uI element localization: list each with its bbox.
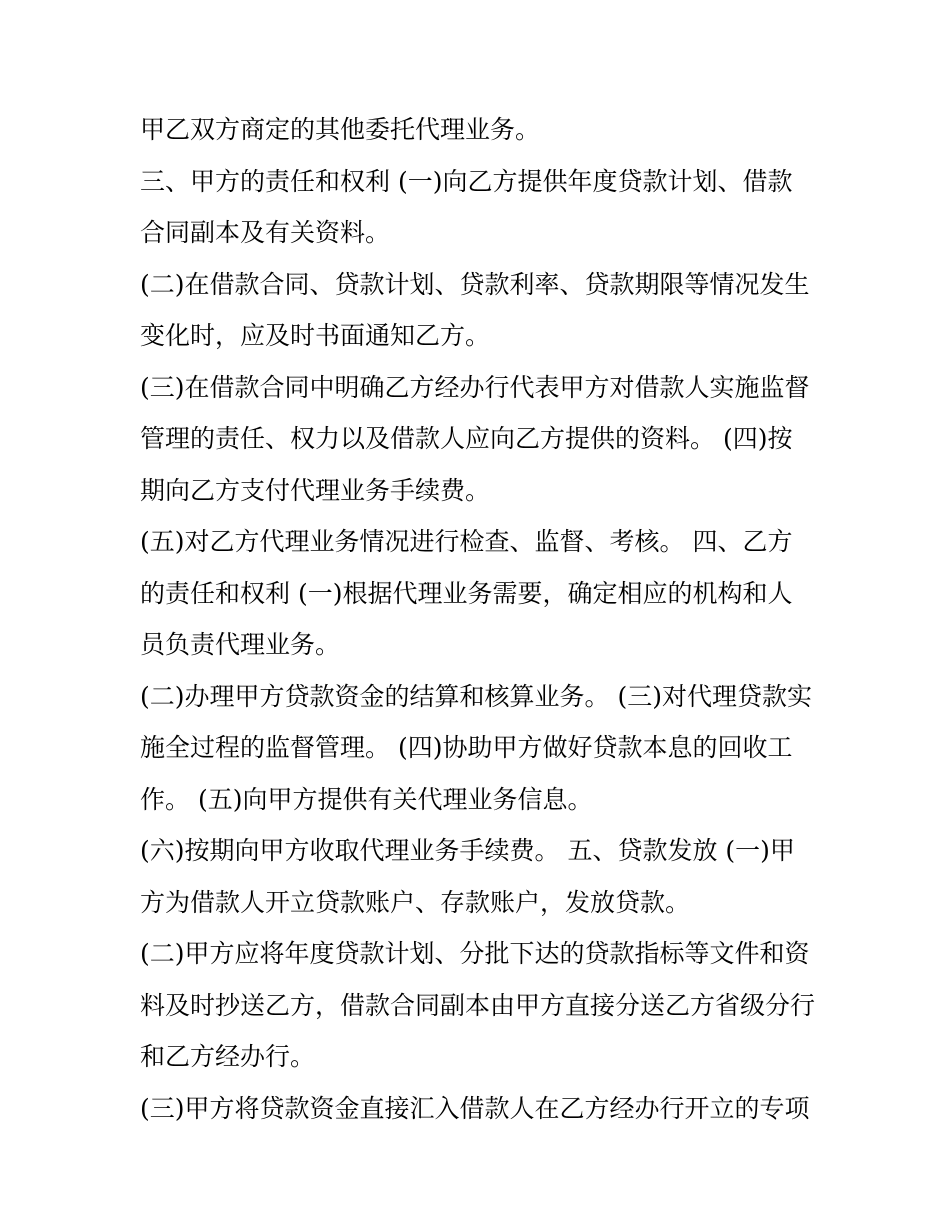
text-line: 的责任和权利 (一)根据代理业务需要，确定相应的机构和人 (140, 578, 793, 608)
text-line: (六)按期向甲方收取代理业务手续费。 五、贷款发放 (一)甲 (140, 836, 795, 865)
text-line: 甲乙双方商定的其他委托代理业务。 (140, 115, 541, 144)
text-line: (三)在借款合同中明确乙方经办行代表甲方对借款人实施监督 (140, 372, 810, 402)
text-line: 方为借款人开立贷款账户、存款账户，发放贷款。 (140, 887, 691, 917)
text-line: 管理的责任、权力以及借款人应向乙方提供的资料。 (四)按 (140, 424, 793, 453)
text-line: 料及时抄送乙方，借款合同副本由甲方直接分送乙方省级分行 (140, 990, 816, 1020)
text-line: 和乙方经办行。 (140, 1042, 316, 1071)
text-line: 作。 (五)向甲方提供有关代理业务信息。 (140, 784, 593, 814)
text-line: 员负责代理业务。 (140, 630, 341, 659)
text-line: (二)在借款合同、贷款计划、贷款利率、贷款期限等情况发生 (140, 269, 810, 299)
document-body (140, 104, 820, 1134)
text-line: (三)甲方将贷款资金直接汇入借款人在乙方经办行开立的专项 (140, 1093, 810, 1123)
text-line: 施全过程的监督管理。 (四)协助甲方做好贷款本息的回收工 (140, 733, 793, 762)
text-line: 期向乙方支付代理业务手续费。 (140, 475, 491, 505)
text-line: 合同副本及有关资料。 (140, 218, 391, 247)
text-line: (五)对乙方代理业务情况进行检查、监督、考核。 四、乙方 (140, 527, 793, 556)
text-line: 三、甲方的责任和权利 (一)向乙方提供年度贷款计划、借款 (140, 166, 793, 196)
text-line: (二)办理甲方贷款资金的结算和核算业务。 (三)对代理贷款实 (140, 681, 812, 711)
text-line: 变化时，应及时书面通知乙方。 (140, 321, 491, 350)
text-line: (二)甲方应将年度贷款计划、分批下达的贷款指标等文件和资 (140, 939, 810, 968)
